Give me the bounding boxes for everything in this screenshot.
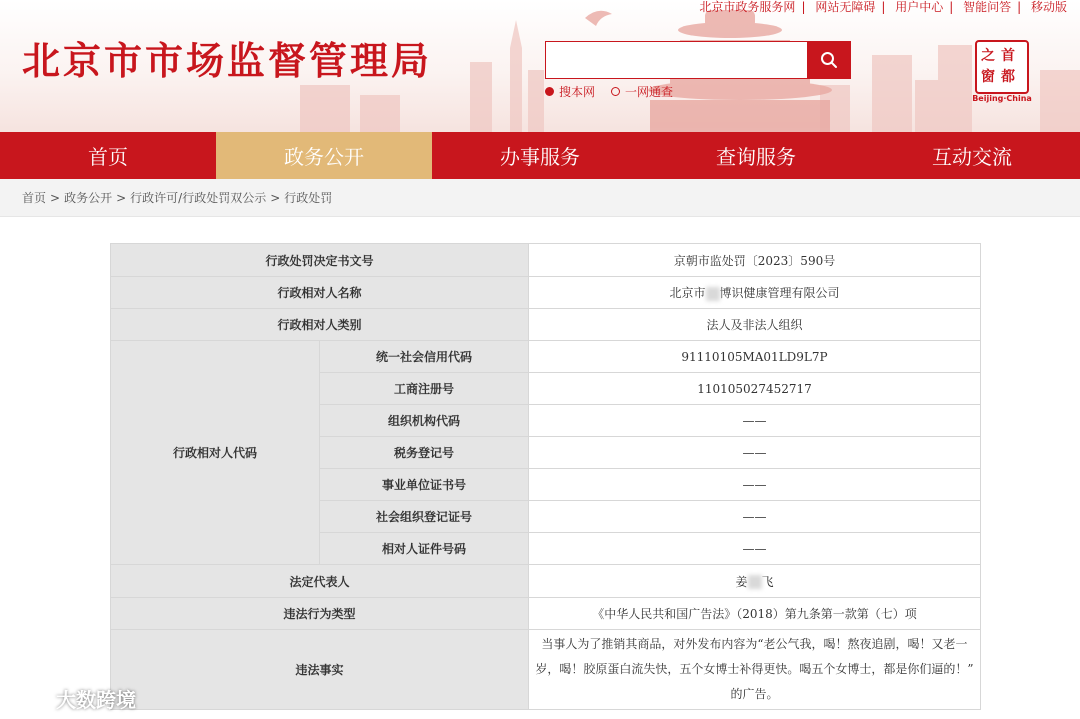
scope-option-label: 一网通查 bbox=[625, 85, 674, 99]
code-label: 工商注册号 bbox=[320, 373, 529, 405]
search-box bbox=[545, 41, 808, 79]
code-label: 社会组织登记证号 bbox=[320, 501, 529, 533]
radio-selected-icon bbox=[545, 87, 554, 96]
watermark bbox=[10, 684, 136, 713]
penalty-record-table bbox=[110, 243, 981, 710]
violation-facts-label: 违法事实 bbox=[111, 630, 529, 710]
top-links bbox=[696, 0, 1070, 15]
nav-item-home[interactable]: 首页 bbox=[88, 145, 128, 169]
site-header bbox=[0, 0, 1080, 132]
toplink-gov-service[interactable]: 北京市政务服务网 bbox=[699, 0, 796, 14]
scope-option-label: 搜本网 bbox=[559, 85, 596, 99]
code-value: 110105027452717 bbox=[529, 373, 981, 405]
logo-char: 首 bbox=[1001, 48, 1015, 64]
scope-option-all[interactable] bbox=[611, 83, 673, 100]
breadcrumb-separator: > bbox=[50, 190, 61, 205]
toplink-accessibility[interactable]: 网站无障碍 bbox=[815, 0, 876, 14]
search-scope bbox=[545, 83, 673, 100]
toplink-mobile[interactable]: 移动版 bbox=[1030, 0, 1067, 14]
code-value: 91110105MA01LD9L7P bbox=[529, 341, 981, 373]
toplink-separator: | bbox=[881, 0, 886, 14]
search-button[interactable] bbox=[807, 41, 851, 79]
party-type-value: 法人及非法人组织 bbox=[529, 309, 981, 341]
decision-no-value: 京朝市监处罚〔2023〕590号 bbox=[529, 244, 981, 277]
table-row bbox=[111, 630, 981, 710]
breadcrumb-publicity[interactable]: 行政许可/行政处罚双公示 bbox=[130, 191, 267, 205]
redaction-mark bbox=[706, 287, 720, 301]
nav-item-services[interactable]: 办事服务 bbox=[500, 145, 580, 169]
party-name-prefix: 北京市 bbox=[669, 286, 706, 300]
party-name-suffix: 博识健康管理有限公司 bbox=[719, 286, 840, 300]
main-nav bbox=[0, 132, 1080, 179]
toplink-separator: | bbox=[1017, 0, 1022, 14]
nav-item-query[interactable]: 查询服务 bbox=[716, 145, 796, 169]
search-icon bbox=[820, 51, 838, 69]
code-value: —— bbox=[529, 501, 981, 533]
code-value: —— bbox=[529, 533, 981, 565]
violation-facts-value bbox=[529, 630, 981, 710]
table-row bbox=[111, 565, 981, 598]
facts-line: 的广告。 bbox=[730, 687, 779, 701]
legal-rep-prefix: 姜 bbox=[735, 574, 748, 589]
party-codes-label: 行政相对人代码 bbox=[111, 341, 320, 565]
party-name-value bbox=[529, 277, 981, 309]
legal-rep-label: 法定代表人 bbox=[111, 565, 529, 598]
table-row bbox=[111, 598, 981, 630]
breadcrumb-home[interactable]: 首页 bbox=[22, 191, 47, 205]
scope-option-site[interactable] bbox=[545, 83, 595, 100]
decision-no-label: 行政处罚决定书文号 bbox=[111, 244, 529, 277]
logo-char: 都 bbox=[1001, 69, 1015, 85]
violation-type-label: 违法行为类型 bbox=[111, 598, 529, 630]
breadcrumb bbox=[0, 179, 1080, 217]
watermark-text: 大数跨境 bbox=[56, 688, 136, 712]
logo-char: 窗 bbox=[981, 69, 995, 85]
code-label: 相对人证件号码 bbox=[320, 533, 529, 565]
capital-window-logo[interactable] bbox=[975, 40, 1029, 94]
facts-line: 当事人为了推销其商品，对外发布内容为“老公气我，喝！熬夜追剧，喝！又老一 bbox=[541, 637, 968, 651]
party-type-label: 行政相对人类别 bbox=[111, 309, 529, 341]
radio-unselected-icon bbox=[611, 87, 620, 96]
toplink-user-center[interactable]: 用户中心 bbox=[895, 0, 944, 14]
watermark-logo-icon bbox=[10, 688, 50, 710]
code-label: 税务登记号 bbox=[320, 437, 529, 469]
nav-item-interaction[interactable]: 互动交流 bbox=[932, 145, 1012, 169]
legal-rep-value bbox=[529, 565, 981, 598]
logo-subtitle: Beijing·China bbox=[972, 94, 1032, 103]
code-value: —— bbox=[529, 405, 981, 437]
nav-item-gov-affairs[interactable]: 政务公开 bbox=[216, 132, 432, 179]
site-title[interactable]: 北京市市场监督管理局 bbox=[22, 39, 433, 83]
table-row bbox=[111, 244, 981, 277]
toplink-smart-qa[interactable]: 智能问答 bbox=[963, 0, 1012, 14]
code-label: 事业单位证书号 bbox=[320, 469, 529, 501]
breadcrumb-current: 行政处罚 bbox=[284, 191, 333, 205]
code-value: —— bbox=[529, 437, 981, 469]
code-label: 统一社会信用代码 bbox=[320, 341, 529, 373]
toplink-separator: | bbox=[801, 0, 806, 14]
logo-char: 之 bbox=[981, 48, 995, 64]
code-label: 组织机构代码 bbox=[320, 405, 529, 437]
breadcrumb-separator: > bbox=[270, 190, 281, 205]
search-input[interactable] bbox=[546, 42, 808, 78]
legal-rep-suffix: 飞 bbox=[761, 574, 774, 589]
table-row bbox=[111, 341, 981, 373]
party-name-label: 行政相对人名称 bbox=[111, 277, 529, 309]
toplink-separator: | bbox=[949, 0, 954, 14]
facts-line: 岁，喝！胶原蛋白流失快，五个女博士补得更快。喝五个女博士，都是你们逼的！” bbox=[535, 662, 974, 676]
code-value: —— bbox=[529, 469, 981, 501]
breadcrumb-separator: > bbox=[116, 190, 127, 205]
table-row bbox=[111, 277, 981, 309]
breadcrumb-gov-affairs[interactable]: 政务公开 bbox=[64, 191, 113, 205]
redaction-mark bbox=[748, 575, 762, 589]
violation-type-value: 《中华人民共和国广告法》（2018）第九条第一款第（七）项 bbox=[529, 598, 981, 630]
table-row bbox=[111, 309, 981, 341]
